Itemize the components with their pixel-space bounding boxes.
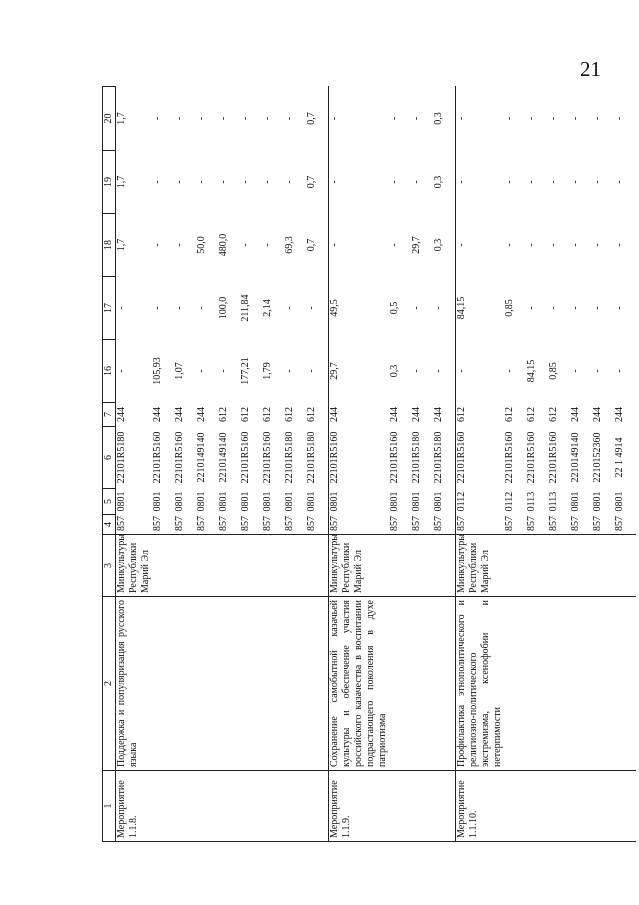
cell-col-2 (240, 597, 262, 771)
table-row (504, 87, 526, 842)
cell-col-16: 1,07 (174, 362, 185, 380)
cell-col-4: 857 (389, 516, 400, 531)
cell-col-7: 244 (174, 407, 185, 422)
cell-col-7: 612 (526, 407, 537, 422)
cell-col-18: - (152, 243, 163, 247)
cell-col-7: 244 (329, 403, 390, 427)
cell-col-1 (284, 771, 306, 842)
cell-col-2 (526, 597, 548, 771)
cell-col-6: 2210149140 (570, 432, 581, 483)
cell-col-7: 244 (614, 407, 625, 422)
cell-col-19: - (614, 180, 625, 184)
cell-col-6: 22101R5180 (306, 431, 317, 484)
cell-col-4: 857 (262, 516, 273, 531)
cell-col-17: - (196, 306, 207, 310)
cell-col-2 (433, 597, 456, 771)
cell-col-20: - (548, 116, 559, 121)
table-row (116, 87, 153, 842)
column-header: 7 (103, 403, 116, 427)
cell-col-1 (152, 771, 174, 842)
cell-col-4: 857 (504, 516, 515, 531)
cell-col-2 (306, 597, 329, 771)
cell-col-18: - (592, 243, 603, 247)
cell-col-16: - (614, 369, 625, 373)
table-row (592, 87, 614, 842)
cell-col-17: - (548, 306, 559, 310)
cell-col-3 (614, 535, 636, 597)
cell-col-5: 0801 (306, 491, 317, 512)
cell-col-17: - (116, 277, 153, 340)
cell-col-17: - (570, 306, 581, 310)
cell-col-1 (389, 771, 411, 842)
cell-col-16: - (570, 369, 581, 373)
column-header: 4 (103, 515, 116, 535)
cell-col-6: 22101R5160 (548, 431, 559, 484)
cell-col-7: 612 (240, 407, 251, 422)
cell-col-17: 49,5 (329, 277, 390, 340)
cell-col-17: - (592, 306, 603, 310)
cell-col-16: - (592, 369, 603, 373)
table-row (526, 87, 548, 842)
cell-col-5: 0112 (456, 489, 505, 515)
cell-col-5: 0801 (196, 491, 207, 512)
cell-col-19: - (570, 180, 581, 184)
cell-col-6: 22 1 4914 (614, 437, 625, 478)
cell-col-16: 177,21 (240, 357, 251, 385)
cell-col-3: Минкультуры Республики Марий Эл (116, 535, 153, 597)
column-header: 5 (103, 489, 116, 515)
cell-col-1 (570, 771, 592, 842)
cell-col-18: 1,7 (116, 214, 153, 277)
cell-col-5: 0801 (592, 491, 603, 512)
cell-col-5: 0801 (262, 491, 273, 512)
cell-col-5: 0801 (614, 491, 625, 512)
cell-col-5: 0113 (548, 491, 559, 512)
cell-col-16: - (504, 369, 515, 373)
cell-col-1 (504, 771, 526, 842)
cell-col-17: - (411, 306, 422, 310)
cell-col-16: - (116, 340, 153, 403)
cell-col-3 (218, 535, 240, 597)
cell-col-16: - (306, 369, 317, 373)
cell-col-3: Минкультуры Республики Марий Эл (329, 535, 390, 597)
table-row (570, 87, 592, 842)
cell-col-20: - (218, 116, 229, 121)
table-row (218, 87, 240, 842)
cell-col-7: 612 (456, 403, 505, 427)
cell-col-19: - (504, 180, 515, 184)
cell-col-7: 612 (504, 407, 515, 422)
cell-col-18: 480,0 (218, 233, 229, 257)
cell-col-19: - (152, 180, 163, 184)
cell-col-5: 0801 (174, 491, 185, 512)
cell-col-5: 0801 (411, 491, 422, 512)
cell-col-2 (152, 597, 174, 771)
cell-col-2 (116, 597, 153, 771)
cell-col-19: - (526, 180, 537, 184)
cell-col-7: 244 (570, 407, 581, 422)
cell-col-17: - (152, 306, 163, 310)
table-row (174, 87, 196, 842)
cell-col-4: 857 (526, 516, 537, 531)
cell-col-4: 857 (592, 516, 603, 531)
cell-col-1 (174, 771, 196, 842)
table-row (411, 87, 433, 842)
cell-col-7: 612 (306, 407, 317, 422)
cell-col-4: 857 (329, 515, 390, 535)
cell-col-3 (152, 535, 174, 597)
cell-col-19: - (240, 180, 251, 184)
cell-col-17: - (284, 306, 295, 310)
cell-col-18: 69,3 (284, 236, 295, 254)
cell-col-2 (456, 597, 505, 771)
cell-col-6: 22101R5160 (504, 431, 515, 484)
cell-col-4: 857 (240, 516, 251, 531)
cell-col-7: 244 (196, 407, 207, 422)
table-row (548, 87, 570, 842)
cell-col-7: 244 (433, 407, 444, 422)
cell-col-19: 0,7 (306, 175, 317, 189)
cell-col-17: 0,5 (389, 301, 400, 315)
cell-col-1: Мероприятие 1.1.10. (456, 771, 505, 842)
cell-col-1: Мероприятие 1.1.8. (116, 771, 153, 842)
cell-col-17: 100,0 (218, 296, 229, 320)
cell-col-5: 0801 (152, 491, 163, 512)
cell-col-19: - (411, 180, 422, 184)
cell-col-16: - (433, 369, 444, 373)
cell-col-20: 0,3 (433, 112, 444, 125)
cell-col-7: 244 (116, 403, 153, 427)
cell-col-3 (526, 535, 548, 597)
cell-col-20: - (329, 87, 390, 151)
cell-col-17: 2,14 (262, 299, 273, 317)
cell-col-20: - (614, 116, 625, 121)
cell-col-1 (548, 771, 570, 842)
cell-col-2 (411, 597, 433, 771)
cell-col-18: - (504, 243, 515, 247)
cell-col-16: 105,93 (152, 357, 163, 385)
table-row (306, 87, 329, 842)
cell-col-16: 1,79 (262, 362, 273, 380)
table-row (284, 87, 306, 842)
cell-col-3 (592, 535, 614, 597)
cell-col-4: 857 (614, 516, 625, 531)
cell-col-6: 22101R5160 (174, 431, 185, 484)
cell-col-18: - (262, 243, 273, 247)
cell-col-6: 22101R5160 (389, 431, 400, 484)
cell-col-17: 211,84 (240, 294, 251, 322)
cell-col-17: - (306, 306, 317, 310)
cell-col-18: 29,7 (411, 236, 422, 254)
budget-table (102, 86, 636, 842)
cell-col-20: - (262, 116, 273, 121)
cell-col-5: 0801 (240, 491, 251, 512)
cell-col-5: 0112 (504, 491, 515, 512)
cell-col-6: 22101R5180 (411, 431, 422, 484)
cell-col-4: 857 (218, 516, 229, 531)
cell-col-5: 0113 (526, 491, 537, 512)
cell-col-20: - (456, 87, 505, 151)
cell-col-18: 50,0 (196, 236, 207, 254)
cell-col-19: 0,3 (433, 175, 444, 189)
cell-col-2 (389, 597, 411, 771)
cell-col-4: 857 (284, 516, 295, 531)
cell-col-18: 0,3 (433, 238, 444, 252)
cell-col-18: - (329, 214, 390, 277)
cell-col-5: 0801 (116, 489, 153, 515)
cell-col-1 (526, 771, 548, 842)
cell-col-20: - (526, 116, 537, 121)
cell-col-4: 857 (570, 516, 581, 531)
cell-col-1 (592, 771, 614, 842)
cell-col-2 (592, 597, 614, 771)
cell-col-1 (262, 771, 284, 842)
cell-col-3 (174, 535, 196, 597)
cell-col-20: 1,7 (116, 87, 153, 151)
cell-col-6: 22101R5160 (526, 431, 537, 484)
cell-col-1 (218, 771, 240, 842)
cell-col-17: 84,15 (456, 277, 505, 340)
cell-col-4: 857 (433, 516, 444, 531)
cell-col-2 (284, 597, 306, 771)
table-row (240, 87, 262, 842)
cell-col-3 (196, 535, 218, 597)
cell-col-6: 2210152360 (592, 432, 603, 483)
cell-col-18: - (389, 243, 400, 247)
cell-col-2 (196, 597, 218, 771)
column-header: 16 (103, 340, 116, 403)
cell-col-2 (504, 597, 526, 771)
cell-col-20: 0,7 (306, 112, 317, 125)
cell-col-7: 244 (592, 407, 603, 422)
cell-col-4: 857 (548, 516, 559, 531)
cell-col-2 (174, 597, 196, 771)
cell-col-4: 857 (456, 515, 505, 535)
cell-col-16: - (218, 369, 229, 373)
cell-col-6: 22101R5180 (284, 431, 295, 484)
cell-col-20: - (152, 116, 163, 121)
cell-col-18: - (456, 214, 505, 277)
cell-col-16: - (456, 340, 505, 403)
cell-col-2 (218, 597, 240, 771)
cell-col-6: 22101R5160 (152, 431, 163, 484)
cell-col-3 (306, 535, 329, 597)
cell-col-6: 22101R5180 (116, 427, 153, 489)
cell-col-6: 22101R5160 (262, 431, 273, 484)
cell-col-19: - (174, 180, 185, 184)
cell-col-20: - (389, 116, 400, 121)
cell-col-5: 0801 (570, 491, 581, 512)
cell-col-16: - (284, 369, 295, 373)
cell-col-18: - (570, 243, 581, 247)
cell-col-19: 1,7 (116, 151, 153, 214)
column-header: 19 (103, 151, 116, 214)
cell-col-16: 29,7 (329, 340, 390, 403)
cell-col-16: 0,3 (389, 364, 400, 378)
cell-col-7: 612 (548, 407, 559, 422)
cell-col-6: 22101R5180 (433, 431, 444, 484)
cell-col-4: 857 (411, 516, 422, 531)
cell-col-3: Минкультуры Республики Марий Эл (456, 535, 505, 597)
column-header: 17 (103, 277, 116, 340)
cell-col-19: - (329, 151, 390, 214)
cell-col-6: 2210149140 (196, 432, 207, 483)
cell-col-3 (389, 535, 411, 597)
column-header: 1 (103, 771, 116, 842)
cell-col-5: 0801 (284, 491, 295, 512)
cell-col-19: - (284, 180, 295, 184)
activity-description: Профилактика этнополитического и религиозно-политического экстремизма, ксенофобии и нетерпимости (456, 600, 503, 767)
cell-col-5: 0801 (218, 491, 229, 512)
cell-col-17: - (174, 306, 185, 310)
cell-col-19: - (456, 151, 505, 214)
cell-col-7: 244 (389, 407, 400, 422)
cell-col-3 (433, 535, 456, 597)
cell-col-1 (240, 771, 262, 842)
cell-col-19: - (196, 180, 207, 184)
cell-col-20: - (196, 116, 207, 121)
cell-col-20: - (284, 116, 295, 121)
cell-col-3 (570, 535, 592, 597)
cell-col-7: 612 (262, 407, 273, 422)
activity-description: Сохранение самобытной казачьей культуры и обеспечение участия российского казачества в воспитании подрастающего поколения в духе патриотизма (329, 600, 388, 767)
table-row (433, 87, 456, 842)
cell-col-19: - (389, 180, 400, 184)
cell-col-20: - (411, 116, 422, 121)
cell-col-3 (284, 535, 306, 597)
rotated-table-wrapper (102, 87, 625, 842)
cell-col-20: - (504, 116, 515, 121)
cell-col-3 (504, 535, 526, 597)
cell-col-7: 612 (218, 407, 229, 422)
cell-col-17: - (433, 306, 444, 310)
cell-col-18: - (614, 243, 625, 247)
activity-description: Поддержка и популяризация русского языка (116, 600, 139, 767)
cell-col-7: 244 (411, 407, 422, 422)
cell-col-2 (329, 597, 390, 771)
cell-col-19: - (218, 180, 229, 184)
cell-col-19: - (592, 180, 603, 184)
cell-col-2 (614, 597, 636, 771)
cell-col-17: - (614, 306, 625, 310)
cell-col-4: 857 (116, 515, 153, 535)
cell-col-2 (548, 597, 570, 771)
cell-col-6: 2210149140 (218, 432, 229, 483)
cell-col-3 (240, 535, 262, 597)
cell-col-20: - (592, 116, 603, 121)
column-header: 3 (103, 535, 116, 597)
table-row (196, 87, 218, 842)
column-header: 20 (103, 87, 116, 151)
cell-col-20: - (240, 116, 251, 121)
cell-col-6: 22101R5160 (329, 427, 390, 489)
cell-col-2 (262, 597, 284, 771)
table-row (152, 87, 174, 842)
cell-col-7: 612 (284, 407, 295, 422)
cell-col-18: - (526, 243, 537, 247)
table-header-row (103, 87, 116, 842)
cell-col-4: 857 (152, 516, 163, 531)
cell-col-4: 857 (306, 516, 317, 531)
column-header: 2 (103, 597, 116, 771)
cell-col-3 (262, 535, 284, 597)
cell-col-5: 0801 (329, 489, 390, 515)
cell-col-18: - (174, 243, 185, 247)
cell-col-17: - (526, 306, 537, 310)
cell-col-18: - (548, 243, 559, 247)
cell-col-19: - (548, 180, 559, 184)
cell-col-1: Мероприятие 1.1.9. (329, 771, 390, 842)
cell-col-4: 857 (196, 516, 207, 531)
cell-col-2 (570, 597, 592, 771)
cell-col-6: 22101R5160 (240, 431, 251, 484)
cell-col-5: 0801 (433, 491, 444, 512)
cell-col-1 (196, 771, 218, 842)
cell-col-1 (614, 771, 636, 842)
cell-col-1 (306, 771, 329, 842)
table-row (456, 87, 505, 842)
table-row (389, 87, 411, 842)
page-number: 21 (580, 57, 601, 81)
cell-col-16: - (411, 369, 422, 373)
cell-col-20: - (174, 116, 185, 121)
cell-col-18: - (240, 243, 251, 247)
table-row (614, 87, 636, 842)
cell-col-19: - (262, 180, 273, 184)
cell-col-7: 244 (152, 407, 163, 422)
cell-col-16: 0,85 (548, 362, 559, 380)
cell-col-20: - (570, 116, 581, 121)
table-row (262, 87, 284, 842)
cell-col-6: 22101R5160 (456, 427, 505, 489)
cell-col-3 (548, 535, 570, 597)
cell-col-3 (411, 535, 433, 597)
column-header: 6 (103, 427, 116, 489)
table-row (329, 87, 390, 842)
cell-col-16: 84,15 (526, 359, 537, 383)
cell-col-5: 0801 (389, 491, 400, 512)
cell-col-4: 857 (174, 516, 185, 531)
column-header: 18 (103, 214, 116, 277)
cell-col-1 (411, 771, 433, 842)
cell-col-16: - (196, 369, 207, 373)
cell-col-1 (433, 771, 456, 842)
table-body (116, 87, 637, 842)
cell-col-17: 0,85 (504, 299, 515, 317)
cell-col-18: 0,7 (306, 238, 317, 252)
